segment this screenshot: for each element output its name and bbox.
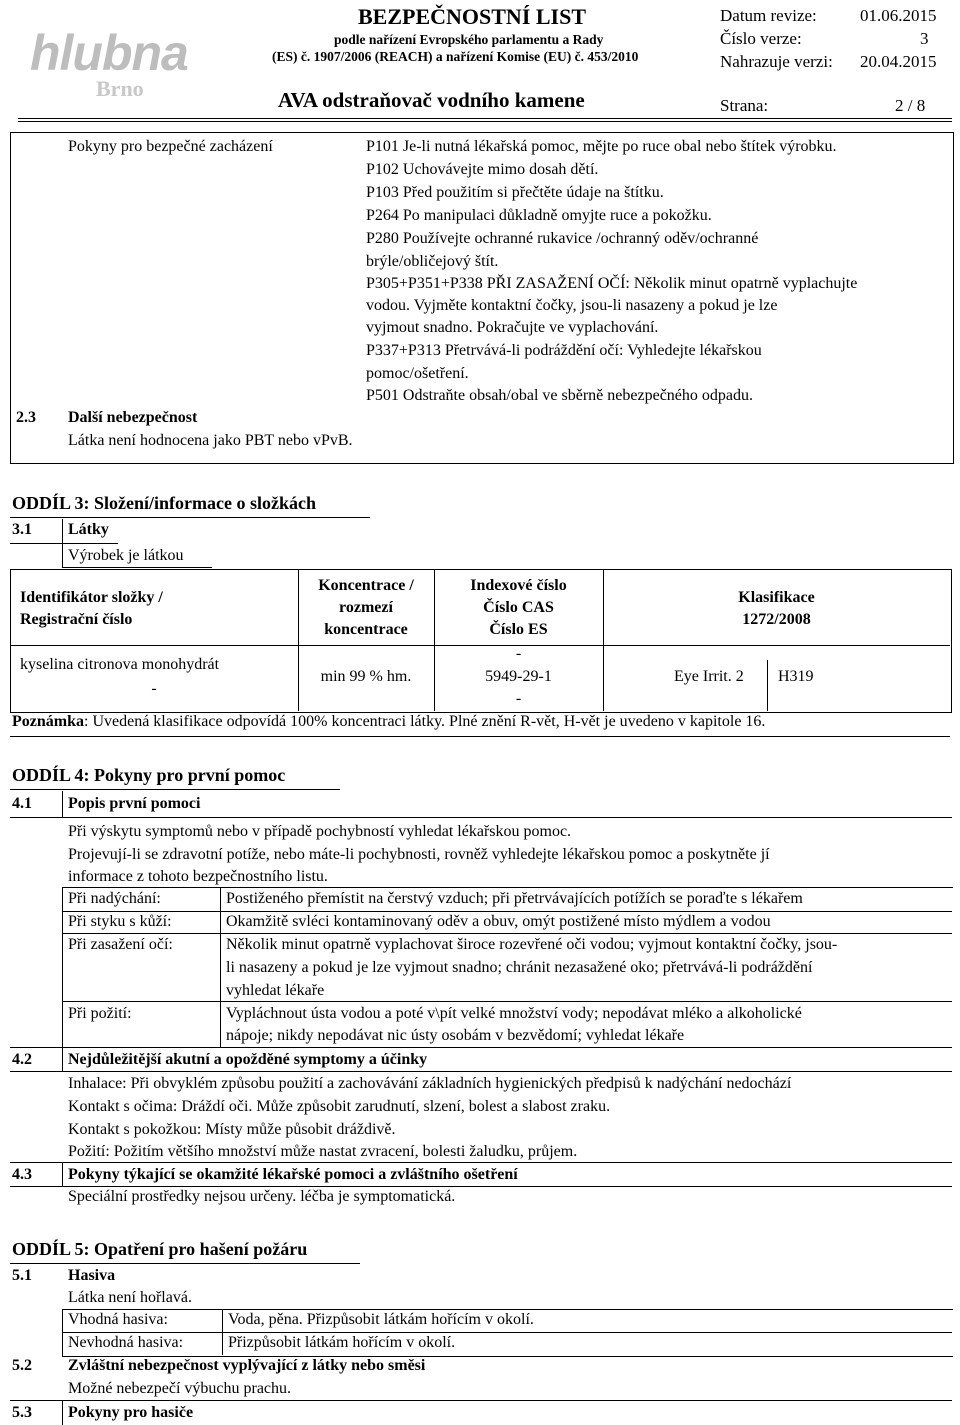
component-index-number: - [515, 645, 522, 662]
p-statement-9: vyjmout snadno. Pokračujte ve vyplachování. [366, 319, 659, 336]
col-header-es: Číslo ES [489, 621, 548, 638]
product-name: AVA odstraňovač vodního kamene [278, 88, 585, 112]
header-divider-2 [18, 121, 952, 122]
component-es-number: - [515, 690, 522, 707]
col-header-cas: Číslo CAS [483, 599, 554, 616]
col-header-identifier-1: Identifikátor složky / [20, 589, 163, 606]
component-classification: Eye Irrit. 2 [674, 668, 744, 685]
eye-contact-text-3: vyhledat lékaře [226, 982, 325, 999]
version-label: Číslo verze: [720, 29, 802, 48]
extinguishing-row-line [62, 1332, 952, 1333]
regulation-line-1: podle nařízení Evropského parlamentu a Rady [334, 32, 604, 47]
header-divider [18, 118, 952, 119]
ingestion-text-1: Vypláchnout ústa vodou a poté v\pít velké množství vody; nepodávat mléko a alkoholické [226, 1005, 802, 1022]
p-statement-3: P103 Před použitím si přečtěte údaje na štítku. [366, 184, 664, 201]
page-number: 2 / 8 [895, 96, 926, 115]
col-header-identifier-2: Registrační číslo [20, 611, 133, 628]
section-5-title: ODDÍL 5: Opatření pro hašení požáru [12, 1239, 308, 1259]
inhalation-label: Při nadýchání: [68, 890, 161, 907]
section-4-title: ODDÍL 4: Pokyny pro první pomoc [12, 765, 286, 785]
first-aid-row-line-4 [10, 1047, 952, 1048]
first-aid-row-line-3 [62, 1001, 952, 1002]
note-text: : Uvedená klasifikace odpovídá 100% koncentraci látky. Plné znění R-vět, H-vět je uvedeno v kapitole 16. [84, 713, 766, 730]
subsection-4-2-number: 4.2 [12, 1051, 32, 1068]
document-title: BEZPEČNOSTNÍ LIST [358, 4, 587, 29]
p-statement-2: P102 Uchovávejte mimo dosah dětí. [366, 161, 599, 178]
treatment-text: Speciální prostředky nejsou určeny. léčba je symptomatická. [68, 1188, 456, 1205]
subsection-4-3-title: Pokyny týkající se okamžité lékařské pomoci a zvláštního ošetření [68, 1166, 518, 1183]
page-label: Strana: [720, 96, 769, 115]
first-aid-general: Při výskytu symptomů nebo v případě pochybností vyhledat lékařskou pomoc. [68, 823, 572, 840]
subsection-3-1-underline [10, 543, 118, 544]
table-vline-4 [767, 660, 768, 711]
col-header-regulation: 1272/2008 [742, 611, 811, 628]
col-header-classification: Klasifikace [738, 589, 815, 606]
p-statement-5: P280 Používejte ochranné rukavice /ochranný oděv/ochranné [366, 230, 759, 247]
company-logo: hlubna [30, 25, 188, 81]
col-header-concentration-1: Koncentrace / [318, 577, 414, 594]
eye-contact-label: Při zasažení očí: [68, 936, 173, 953]
subsection-4-1-title: Popis první pomoci [68, 795, 201, 812]
subsection-4-1-vdivider [62, 791, 63, 817]
symptom-skin: Kontakt s pokožkou: Místy může působit dráždivě. [68, 1121, 396, 1138]
p-statement-10: P337+P313 Přetrvává-li podráždění očí: Vyhledejte lékařskou [366, 342, 762, 359]
col-header-concentration-3: koncentrace [324, 621, 408, 638]
subsection-4-3-underline [10, 1186, 952, 1187]
company-city: Brno [96, 76, 144, 101]
section-3-title: ODDÍL 3: Složení/informace o složkách [12, 493, 316, 513]
handling-label: Pokyny pro bezpečné zacházení [68, 138, 273, 155]
product-type-underline [62, 567, 212, 568]
ingestion-label: Při požití: [68, 1005, 132, 1022]
section-5-underline [10, 1263, 360, 1264]
subsection-2-3-title: Další nebezpečnost [68, 409, 198, 426]
p-statement-6: brýle/obličejový štít. [366, 253, 499, 270]
subsection-5-3-title: Pokyny pro hasiče [68, 1404, 194, 1421]
subsection-4-2-title: Nejdůležitější akutní a opožděné symptomy a účinky [68, 1051, 428, 1068]
section-3-underline [10, 517, 370, 518]
subsection-5-1-number: 5.1 [12, 1267, 32, 1284]
revision-date: 01.06.2015 [860, 6, 937, 25]
regulation-line-2: (ES) č. 1907/2006 (REACH) a nařízení Komise (EU) č. 453/2010 [272, 49, 639, 64]
subsection-5-3-topline [10, 1400, 952, 1401]
inhalation-text: Postiženého přemístit na čerstvý vzduch; při přetrvávajících potížích se poraďte s lékařem [226, 890, 803, 907]
suitable-media-text: Voda, pěna. Přizpůsobit látkám hořícím v okolí. [228, 1311, 534, 1328]
component-cas-number: 5949-29-1 [485, 668, 552, 685]
section-3-bottom-line [10, 736, 950, 737]
replaces-date: 20.04.2015 [860, 52, 937, 71]
special-hazards-text: Možné nebezpečí výbuchu prachu. [68, 1380, 292, 1397]
subsection-4-2-vdivider [62, 1047, 63, 1071]
component-hazard-statement: H319 [778, 668, 814, 685]
eye-contact-text-2: li nasazeny a pokud je lze vyjmout snadno; chránit nezasažené oko; přetrvává-li podráždění [226, 959, 813, 976]
subsection-4-3-number: 4.3 [12, 1166, 32, 1183]
subsection-5-2-title: Zvláštní nebezpečnost vyplývající z látky nebo směsi [68, 1357, 426, 1374]
col-header-index: Indexové číslo [470, 577, 567, 594]
subsection-4-1-underline [10, 817, 952, 818]
first-aid-health-1: Projevují-li se zdravotní potíže, nebo máte-li pochybnosti, rovněž vyhledejte lékařskou pomoc a poskytněte jí [68, 846, 770, 863]
ingestion-text-2: nápoje; nikdy nepodávat nic ústy osobám v bezvědomí; vyhledat lékaře [226, 1027, 685, 1044]
p-statement-8: vodou. Vyjměte kontaktní čočky, jsou-li nasazeny a pokud je lze [366, 297, 778, 314]
component-concentration: min 99 % hm. [320, 668, 412, 685]
subsection-4-3-topline [10, 1162, 952, 1163]
subsection-5-3-vdivider [62, 1400, 63, 1425]
suitable-media-label: Vhodná hasiva: [68, 1311, 168, 1328]
subsection-3-1-number: 3.1 [12, 521, 32, 538]
component-name: kyselina citronova monohydrát [20, 656, 220, 673]
section-4-underline [10, 789, 340, 790]
subsection-4-2-underline [10, 1071, 952, 1072]
subsection-4-3-vdivider [62, 1162, 63, 1186]
col-header-concentration-2: rozmezí [339, 599, 393, 616]
subsection-4-1-number: 4.1 [12, 795, 32, 812]
version-number: 3 [920, 29, 929, 48]
subsection-2-3-text: Látka není hodnocena jako PBT nebo vPvB. [68, 432, 353, 449]
p-statement-1: P101 Je-li nutná lékařská pomoc, mějte po ruce obal nebo štítek výrobku. [366, 138, 837, 155]
first-aid-row-line-1 [62, 911, 952, 912]
component-registration: - [151, 680, 157, 697]
skin-contact-label: Při styku s kůží: [68, 913, 172, 930]
subsection-3-1-title: Látky [68, 521, 109, 538]
first-aid-row-line-2 [62, 933, 952, 934]
product-type: Výrobek je látkou [68, 547, 184, 564]
p-statement-7: P305+P351+P338 PŘI ZASAŽENÍ OČÍ: Několik minut opatrně vyplachujte [366, 275, 858, 292]
subsection-5-1-title: Hasiva [68, 1267, 116, 1284]
unsuitable-media-label: Nevhodná hasiva: [68, 1334, 184, 1351]
symptom-eyes: Kontakt s očima: Dráždí oči. Může způsobit zarudnutí, slzení, bolest a slabost zraku. [68, 1098, 611, 1115]
skin-contact-text: Okamžitě svléci kontaminovaný oděv a obuv, omýt postižené místo mýdlem a vodou [226, 913, 771, 930]
p-statement-4: P264 Po manipulaci důkladně omyjte ruce a pokožku. [366, 207, 712, 224]
replaces-label: Nahrazuje verzi: [720, 52, 833, 71]
p-statement-12: P501 Odstraňte obsah/obal ve sběrně nebezpečného odpadu. [366, 387, 753, 404]
not-flammable-text: Látka není hořlavá. [68, 1289, 192, 1306]
p-statement-11: pomoc/ošetření. [366, 365, 469, 382]
first-aid-health-2: informace z tohoto bezpečnostního listu. [68, 868, 328, 885]
subsection-5-3-number: 5.3 [12, 1404, 32, 1421]
subsection-5-2-number: 5.2 [12, 1357, 32, 1374]
symptom-inhalation: Inhalace: Při obvyklém způsobu použití a zachovávání základních hygienických předpisů k nadýchání nedochází [68, 1075, 792, 1092]
revision-label: Datum revize: [720, 6, 817, 25]
symptom-ingestion: Požití: Požitím většího množství může nastat zvracení, bolesti žaludku, průjem. [68, 1143, 578, 1160]
eye-contact-text-1: Několik minut opatrně vyplachovat široce rozevřené oči vodou; vyjmout kontaktní čočky, jsou- [226, 936, 838, 953]
subsection-2-3-number: 2.3 [16, 409, 36, 426]
note-label: Poznámka [12, 713, 84, 730]
unsuitable-media-text: Přizpůsobit látkám hořícím v okolí. [228, 1334, 456, 1351]
